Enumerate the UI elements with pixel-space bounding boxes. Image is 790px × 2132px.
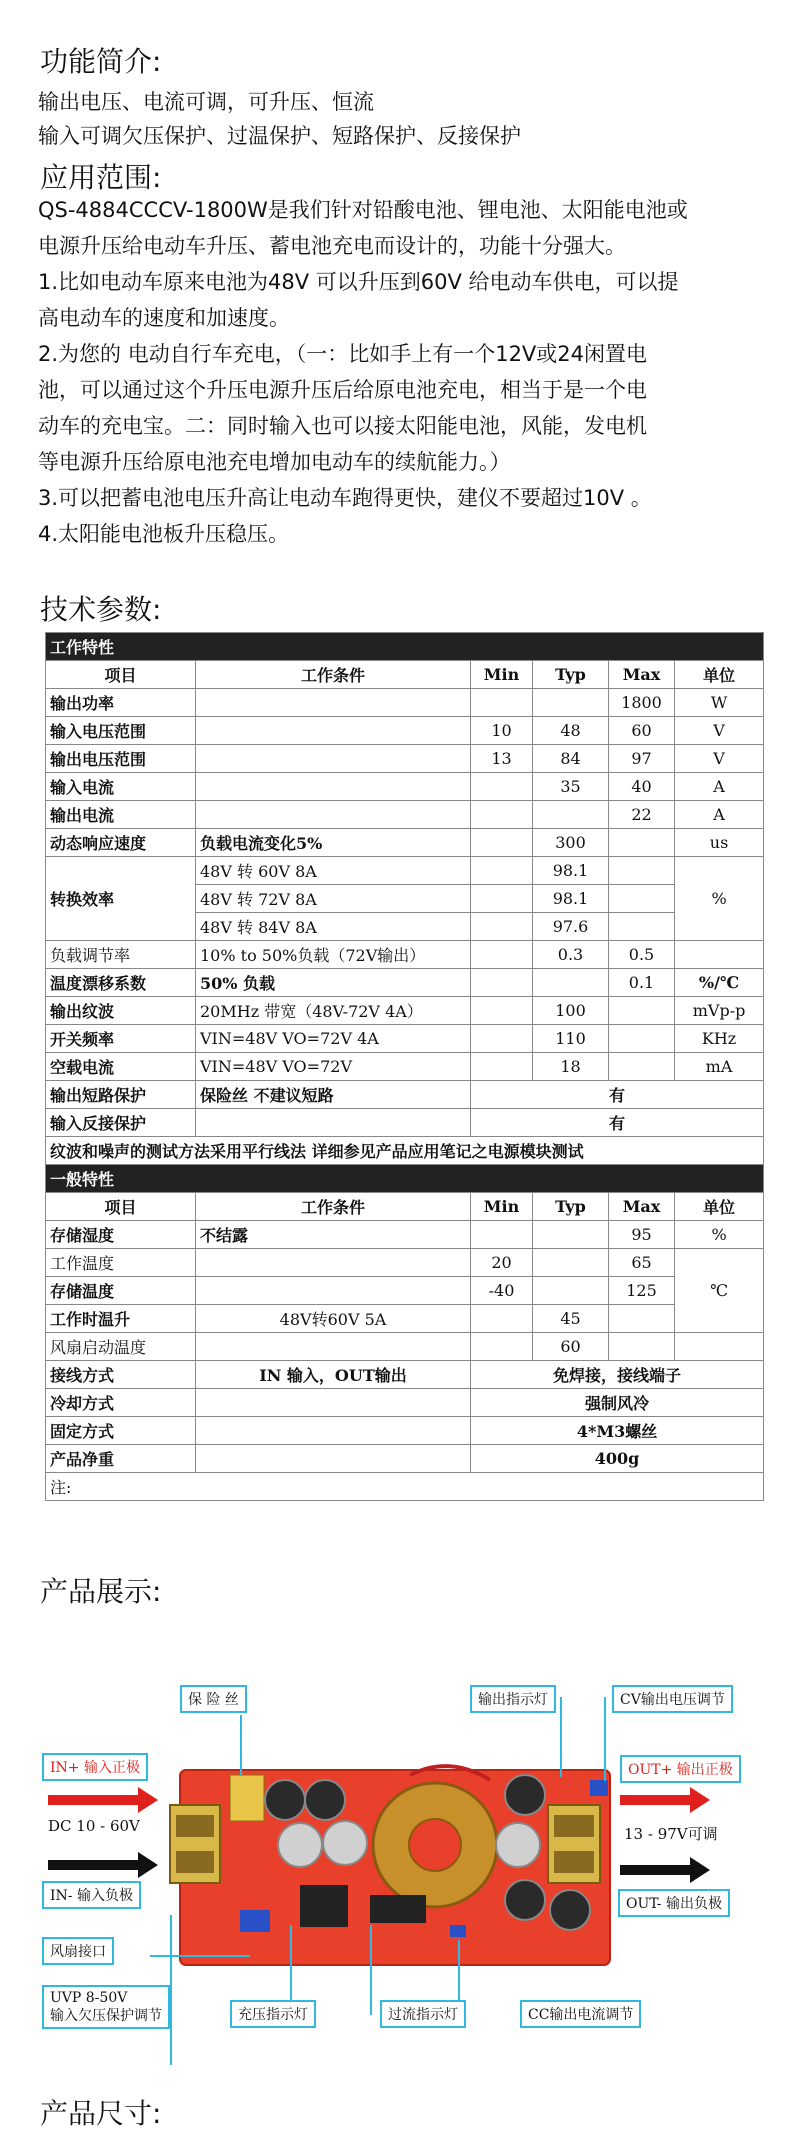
min-cell: [471, 997, 533, 1025]
typ-cell: [533, 1221, 609, 1249]
charge-led-label: 充压指示灯: [230, 2000, 316, 2028]
max-cell: 125: [609, 1277, 675, 1305]
table-row: [46, 1025, 764, 1053]
table-row: [46, 857, 764, 885]
cond-cell: [196, 1417, 471, 1445]
unit-cell: %: [675, 1221, 764, 1249]
typ-cell: [533, 969, 609, 997]
value-cell: 有: [471, 1081, 764, 1109]
table-row: [46, 941, 764, 969]
header-cell: Min: [471, 1193, 533, 1221]
item-cell: 输出电流: [46, 801, 196, 829]
min-cell: 13: [471, 745, 533, 773]
table-row: [46, 1333, 764, 1361]
app-line-8: 等电源升压给原电池充电增加电动车的续航能力。）: [38, 450, 511, 474]
value-cell: 免焊接，接线端子: [471, 1361, 764, 1389]
max-cell: [609, 885, 675, 913]
typ-cell: 100: [533, 997, 609, 1025]
item-cell: 转换效率: [46, 857, 196, 941]
cond-cell: 48V 转 60V 8A: [196, 857, 471, 885]
item-cell: 存储湿度: [46, 1221, 196, 1249]
product-diagram: [40, 1655, 760, 2035]
fuse-label: 保 险 丝: [180, 1685, 247, 1713]
max-cell: 60: [609, 717, 675, 745]
cond-cell: [196, 801, 471, 829]
in-minus-label: IN- 输入负极: [42, 1881, 141, 1909]
app-line-9: 3.可以把蓄电池电压升高让电动车跑得更快，建仪不要超过10V 。: [38, 486, 652, 510]
table-row: [46, 997, 764, 1025]
typ-cell: 18: [533, 1053, 609, 1081]
max-cell: [609, 913, 675, 941]
features-title: 功能简介:: [40, 45, 162, 78]
max-cell: [609, 997, 675, 1025]
out-minus-label: OUT- 输出负极: [618, 1889, 730, 1917]
table-row: [46, 1417, 764, 1445]
overcurrent-led-label: 过流指示灯: [380, 2000, 466, 2028]
out-plus-label: OUT+ 输出正极: [620, 1755, 741, 1783]
section-bar-working: [46, 633, 764, 661]
typ-cell: 98.1: [533, 885, 609, 913]
unit-cell: mVp-p: [675, 997, 764, 1025]
value-cell: 4*M3螺丝: [471, 1417, 764, 1445]
cond-cell: 不结露: [196, 1221, 471, 1249]
value-cell: 强制风冷: [471, 1389, 764, 1417]
feature-line-2: 输入可调欠压保护、过温保护、短路保护、反接保护: [38, 124, 521, 148]
min-cell: 10: [471, 717, 533, 745]
unit-cell: W: [675, 689, 764, 717]
cond-cell: [196, 1277, 471, 1305]
min-cell: [471, 941, 533, 969]
cond-cell: [196, 745, 471, 773]
typ-cell: 110: [533, 1025, 609, 1053]
cond-cell: [196, 1389, 471, 1417]
table-row: [46, 969, 764, 997]
header-cell: Typ: [533, 1193, 609, 1221]
header-cell: Typ: [533, 661, 609, 689]
cond-cell: [196, 773, 471, 801]
table-row: [46, 1389, 764, 1417]
unit-cell: KHz: [675, 1025, 764, 1053]
item-cell: 输出电压范围: [46, 745, 196, 773]
output-led-label: 输出指示灯: [470, 1685, 556, 1713]
item-cell: 输出纹波: [46, 997, 196, 1025]
min-cell: [471, 1053, 533, 1081]
item-cell: 输入电流: [46, 773, 196, 801]
unit-cell: %/℃: [675, 969, 764, 997]
uvp-range: UVP 8-50V: [50, 1990, 128, 2006]
min-cell: [471, 913, 533, 941]
typ-cell: 60: [533, 1333, 609, 1361]
typ-cell: [533, 801, 609, 829]
typ-cell: 300: [533, 829, 609, 857]
cond-cell: [196, 689, 471, 717]
max-cell: 22: [609, 801, 675, 829]
cond-cell: 10% to 50%负载（72V输出）: [196, 941, 471, 969]
cond-cell: [196, 1445, 471, 1473]
item-cell: 开关频率: [46, 1025, 196, 1053]
header-cell: 工作条件: [196, 661, 471, 689]
max-cell: 95: [609, 1221, 675, 1249]
table-row: [46, 717, 764, 745]
item-cell: 工作时温升: [46, 1305, 196, 1333]
header-cell: 项目: [46, 661, 196, 689]
min-cell: [471, 885, 533, 913]
app-line-1: QS-4884CCCV-1800W是我们针对铅酸电池、锂电池、太阳能电池或: [38, 198, 688, 222]
max-cell: [609, 1053, 675, 1081]
item-cell: 输入反接保护: [46, 1109, 196, 1137]
item-cell: 温度漂移系数: [46, 969, 196, 997]
table-header-row: [46, 661, 764, 689]
uvp-desc: 输入欠压保护调节: [50, 2008, 162, 2024]
header-cell: 单位: [675, 1193, 764, 1221]
value-cell: 400g: [471, 1445, 764, 1473]
table-row: [46, 1053, 764, 1081]
typ-cell: [533, 1249, 609, 1277]
app-line-4: 高电动车的速度和加速度。: [38, 306, 290, 330]
header-cell: Max: [609, 1193, 675, 1221]
unit-cell: %: [675, 857, 764, 941]
max-cell: [609, 1305, 675, 1333]
item-cell: 接线方式: [46, 1361, 196, 1389]
unit-cell: V: [675, 717, 764, 745]
cv-adjust-label: CV输出电压调节: [612, 1685, 733, 1713]
max-cell: [609, 1333, 675, 1361]
unit-cell: A: [675, 773, 764, 801]
tech-title: 技术参数:: [40, 593, 162, 626]
cond-cell: 保险丝 不建议短路: [196, 1081, 471, 1109]
cond-cell: 50% 负载: [196, 969, 471, 997]
table-row: [46, 1249, 764, 1277]
spec-table: [45, 632, 764, 1501]
typ-cell: 98.1: [533, 857, 609, 885]
min-cell: [471, 969, 533, 997]
note-cell: 纹波和噪声的测试方法采用平行线法 详细参见产品应用笔记之电源模块测试: [46, 1137, 764, 1165]
unit-cell: [675, 941, 764, 969]
unit-cell: V: [675, 745, 764, 773]
section-bar-general: [46, 1165, 764, 1193]
typ-cell: 45: [533, 1305, 609, 1333]
uvp-label: [42, 1985, 170, 2029]
min-cell: [471, 773, 533, 801]
cond-cell: VIN=48V VO=72V: [196, 1053, 471, 1081]
item-cell: 输入电压范围: [46, 717, 196, 745]
typ-cell: 84: [533, 745, 609, 773]
section-label: 一般特性: [46, 1165, 764, 1193]
item-cell: 冷却方式: [46, 1389, 196, 1417]
min-cell: [471, 1025, 533, 1053]
table-row: [46, 1305, 764, 1333]
table-header-row: [46, 1193, 764, 1221]
min-cell: [471, 1333, 533, 1361]
max-cell: [609, 857, 675, 885]
max-cell: [609, 829, 675, 857]
item-cell: 输出功率: [46, 689, 196, 717]
min-cell: 20: [471, 1249, 533, 1277]
table-row: [46, 1109, 764, 1137]
typ-cell: 0.3: [533, 941, 609, 969]
max-cell: 65: [609, 1249, 675, 1277]
item-cell: 空载电流: [46, 1053, 196, 1081]
dimensions-title: 产品尺寸:: [40, 2097, 162, 2130]
typ-cell: 48: [533, 717, 609, 745]
typ-cell: 35: [533, 773, 609, 801]
cond-cell: [196, 1109, 471, 1137]
app-line-5: 2.为您的 电动自行车充电，（一：比如手上有一个12V或24闲置电: [38, 342, 648, 366]
item-cell: 动态响应速度: [46, 829, 196, 857]
output-range: 13 - 97V可调: [624, 1825, 718, 1843]
cond-cell: [196, 1333, 471, 1361]
table-note-row: [46, 1473, 764, 1501]
typ-cell: 97.6: [533, 913, 609, 941]
table-row: [46, 1361, 764, 1389]
table-row: [46, 1445, 764, 1473]
section-label: 工作特性: [46, 633, 764, 661]
table-note-row: [46, 1137, 764, 1165]
cond-cell: 48V 转 72V 8A: [196, 885, 471, 913]
table-row: [46, 829, 764, 857]
header-cell: 项目: [46, 1193, 196, 1221]
min-cell: [471, 689, 533, 717]
cond-cell: 20MHz 带宽（48V-72V 4A）: [196, 997, 471, 1025]
table-row: [46, 1081, 764, 1109]
value-cell: 有: [471, 1109, 764, 1137]
applications-title: 应用范围:: [40, 161, 162, 194]
in-plus-label: IN+ 输入正极: [42, 1753, 148, 1781]
header-cell: Min: [471, 661, 533, 689]
header-cell: 单位: [675, 661, 764, 689]
unit-cell: us: [675, 829, 764, 857]
max-cell: 0.1: [609, 969, 675, 997]
feature-line-1: 输出电压、电流可调，可升压、恒流: [38, 90, 374, 114]
typ-cell: [533, 1277, 609, 1305]
cond-cell: 48V 转 84V 8A: [196, 913, 471, 941]
item-cell: 输出短路保护: [46, 1081, 196, 1109]
cond-cell: IN 输入，OUT输出: [196, 1361, 471, 1389]
dc-input-range: DC 10 - 60V: [48, 1817, 140, 1835]
app-line-6: 池，可以通过这个升压电源升压后给原电池充电，相当于是一个电: [38, 378, 647, 402]
table-row: [46, 1221, 764, 1249]
cond-cell: 48V转60V 5A: [196, 1305, 471, 1333]
note-cell: 注:: [46, 1473, 764, 1501]
cond-cell: [196, 1249, 471, 1277]
cond-cell: 负载电流变化5%: [196, 829, 471, 857]
min-cell: [471, 1221, 533, 1249]
table-row: [46, 689, 764, 717]
header-cell: Max: [609, 661, 675, 689]
unit-cell: [675, 1333, 764, 1361]
max-cell: 0.5: [609, 941, 675, 969]
item-cell: 负载调节率: [46, 941, 196, 969]
unit-cell: mA: [675, 1053, 764, 1081]
app-line-7: 动车的充电宝。二：同时输入也可以接太阳能电池，风能，发电机: [38, 414, 647, 438]
unit-cell: ℃: [675, 1249, 764, 1333]
cc-adjust-label: CC输出电流调节: [520, 2000, 641, 2028]
cond-cell: [196, 717, 471, 745]
table-row: [46, 801, 764, 829]
item-cell: 产品净重: [46, 1445, 196, 1473]
table-row: [46, 773, 764, 801]
unit-cell: A: [675, 801, 764, 829]
item-cell: 存储温度: [46, 1277, 196, 1305]
typ-cell: [533, 689, 609, 717]
max-cell: [609, 1025, 675, 1053]
item-cell: 固定方式: [46, 1417, 196, 1445]
min-cell: [471, 857, 533, 885]
min-cell: [471, 1305, 533, 1333]
table-row: [46, 745, 764, 773]
item-cell: 风扇启动温度: [46, 1333, 196, 1361]
app-line-3: 1.比如电动车原来电池为48V 可以升压到60V 给电动车供电，可以提: [38, 270, 679, 294]
item-cell: 工作温度: [46, 1249, 196, 1277]
app-line-10: 4.太阳能电池板升压稳压。: [38, 522, 290, 546]
max-cell: 40: [609, 773, 675, 801]
min-cell: -40: [471, 1277, 533, 1305]
max-cell: 1800: [609, 689, 675, 717]
table-row: [46, 1277, 764, 1305]
max-cell: 97: [609, 745, 675, 773]
app-line-2: 电源升压给电动车升压、蓄电池充电而设计的，功能十分强大。: [38, 234, 626, 258]
min-cell: [471, 829, 533, 857]
header-cell: 工作条件: [196, 1193, 471, 1221]
showcase-title: 产品展示:: [40, 1575, 162, 1608]
min-cell: [471, 801, 533, 829]
fan-port-label: 风扇接口: [42, 1937, 114, 1965]
cond-cell: VIN=48V VO=72V 4A: [196, 1025, 471, 1053]
